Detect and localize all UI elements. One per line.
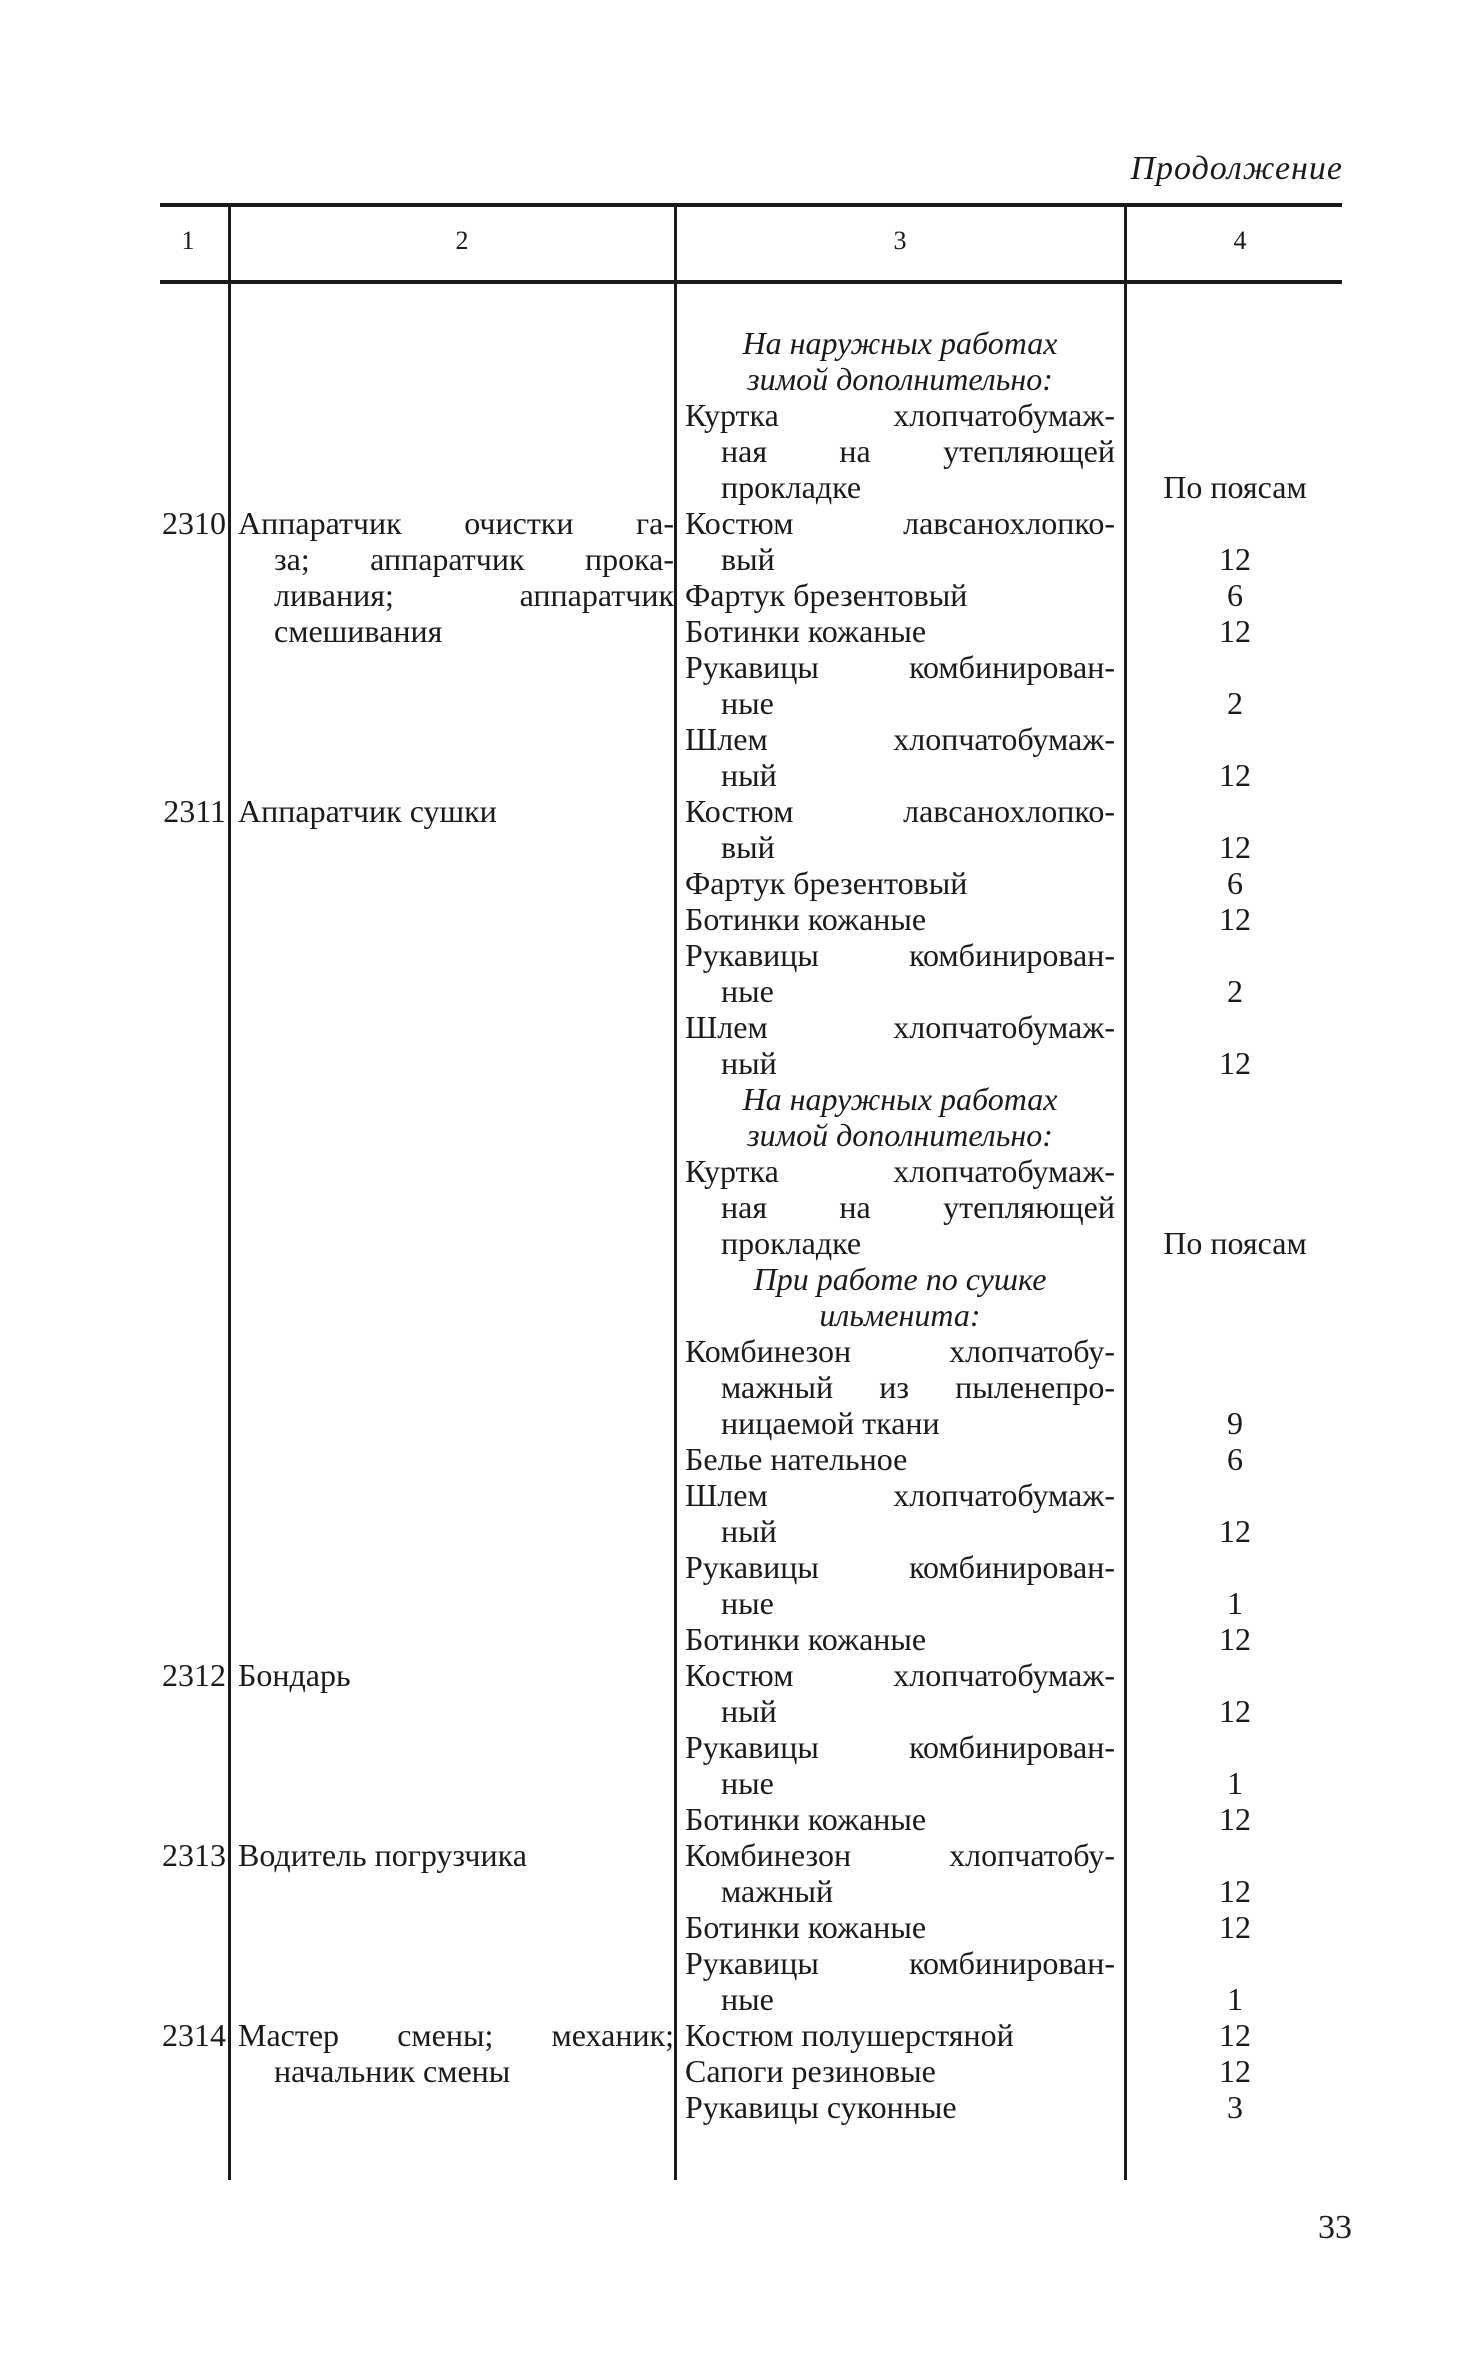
item-line: Белье нательное: [685, 1441, 908, 1477]
item-period: 12: [1219, 1909, 1251, 1945]
column-divider-1: [228, 203, 231, 2180]
profession-name: за; аппаратчик прока-: [274, 541, 674, 577]
item-line: мажный: [721, 1873, 834, 1909]
profession-name: Бондарь: [238, 1657, 351, 1693]
section-note: На наружных работах: [742, 1081, 1058, 1117]
item-line: ный: [721, 1513, 777, 1549]
item-line: ный: [721, 757, 777, 793]
item-line: Комбинезон хлопчатобу-: [685, 1333, 1115, 1369]
profession-name: Водитель погрузчика: [238, 1837, 527, 1873]
item-line: ная на утепляющей: [721, 1189, 1115, 1225]
item-period: 12: [1219, 1045, 1251, 1081]
item-period: По поясам: [1163, 1225, 1307, 1261]
section-note: При работе по сушке: [753, 1261, 1047, 1297]
item-period: 12: [1219, 1513, 1251, 1549]
section-note: зимой дополнительно:: [747, 361, 1053, 397]
item-line: Рукавицы комбинирован-: [685, 1729, 1115, 1765]
column-divider-2: [674, 203, 677, 2180]
item-line: ный: [721, 1693, 777, 1729]
item-line: Рукавицы суконные: [685, 2089, 957, 2125]
item-period: 9: [1227, 1405, 1243, 1441]
header-col-3: 3: [893, 226, 907, 255]
item-line: Сапоги резиновые: [685, 2053, 936, 2089]
header-col-1: 1: [181, 226, 195, 255]
item-line: Фартук брезентовый: [685, 577, 968, 613]
profession-name: начальник смены: [274, 2053, 511, 2089]
item-line: ницаемой ткани: [721, 1405, 940, 1441]
row-code: 2314: [162, 2017, 226, 2053]
item-line: Фартук брезентовый: [685, 865, 968, 901]
item-line: Ботинки кожаные: [685, 1909, 927, 1945]
item-period: 12: [1219, 1801, 1251, 1837]
table-header-rule: [160, 280, 1342, 284]
item-line: ные: [721, 685, 774, 721]
item-line: Ботинки кожаные: [685, 901, 927, 937]
item-line: Куртка хлопчатобумаж-: [685, 397, 1115, 433]
item-line: ные: [721, 1981, 774, 2017]
item-line: Шлем хлопчатобумаж-: [685, 1009, 1115, 1045]
item-period: 12: [1219, 1621, 1251, 1657]
item-line: Шлем хлопчатобумаж-: [685, 1477, 1115, 1513]
item-period: По поясам: [1163, 469, 1307, 505]
item-line: мажный из пыленепро-: [721, 1369, 1115, 1405]
header-col-2: 2: [455, 226, 469, 255]
item-period: 12: [1219, 757, 1251, 793]
item-period: 2: [1227, 685, 1243, 721]
item-period: 12: [1219, 2053, 1251, 2089]
row-code: 2312: [162, 1657, 226, 1693]
section-note: ильменита:: [819, 1297, 981, 1333]
item-line: Костюм лавсанохлопко-: [685, 505, 1115, 541]
profession-name: Аппаратчик очистки га-: [238, 505, 674, 541]
item-line: вый: [721, 541, 775, 577]
item-line: ная на утепляющей: [721, 433, 1115, 469]
item-period: 2: [1227, 973, 1243, 1009]
item-period: 6: [1227, 865, 1243, 901]
item-period: 6: [1227, 577, 1243, 613]
item-line: Рукавицы комбинирован-: [685, 1945, 1115, 1981]
item-period: 12: [1219, 2017, 1251, 2053]
item-line: Костюм полушерстяной: [685, 2017, 1014, 2053]
item-line: Костюм лавсанохлопко-: [685, 793, 1115, 829]
section-note: зимой дополнительно:: [747, 1117, 1053, 1153]
item-period: 6: [1227, 1441, 1243, 1477]
item-period: 12: [1219, 829, 1251, 865]
item-line: Костюм хлопчатобумаж-: [685, 1657, 1115, 1693]
item-period: 12: [1219, 1693, 1251, 1729]
item-period: 12: [1219, 901, 1251, 937]
item-line: прокладке: [721, 1225, 862, 1261]
item-line: Рукавицы комбинирован-: [685, 937, 1115, 973]
item-period: 1: [1227, 1981, 1243, 2017]
item-line: ные: [721, 1585, 774, 1621]
row-code: 2313: [162, 1837, 226, 1873]
item-line: Комбинезон хлопчатобу-: [685, 1837, 1115, 1873]
item-line: Ботинки кожаные: [685, 1621, 927, 1657]
item-line: Шлем хлопчатобумаж-: [685, 721, 1115, 757]
item-line: Рукавицы комбинирован-: [685, 1549, 1115, 1585]
table-top-rule: [160, 203, 1342, 207]
item-period: 3: [1227, 2089, 1243, 2125]
item-line: вый: [721, 829, 775, 865]
row-code: 2311: [163, 793, 226, 829]
profession-name: смешивания: [274, 613, 443, 649]
item-period: 12: [1219, 541, 1251, 577]
row-code: 2310: [162, 505, 226, 541]
item-line: ный: [721, 1045, 777, 1081]
item-line: прокладке: [721, 469, 862, 505]
item-period: 1: [1227, 1765, 1243, 1801]
profession-name: ливания; аппаратчик: [274, 577, 674, 613]
item-period: 1: [1227, 1585, 1243, 1621]
column-divider-3: [1124, 203, 1127, 2180]
item-line: Рукавицы комбинирован-: [685, 649, 1115, 685]
section-note: На наружных работах: [742, 325, 1058, 361]
item-line: Ботинки кожаные: [685, 1801, 927, 1837]
page-number: 33: [1318, 2209, 1352, 2246]
item-line: Куртка хлопчатобумаж-: [685, 1153, 1115, 1189]
item-line: Ботинки кожаные: [685, 613, 927, 649]
item-period: 12: [1219, 1873, 1251, 1909]
profession-name: Мастер смены; механик;: [238, 2017, 674, 2053]
profession-name: Аппаратчик сушки: [238, 793, 497, 829]
continuation-label: Продолжение: [1130, 150, 1343, 187]
header-col-4: 4: [1233, 226, 1247, 255]
item-line: ные: [721, 1765, 774, 1801]
item-line: ные: [721, 973, 774, 1009]
item-period: 12: [1219, 613, 1251, 649]
